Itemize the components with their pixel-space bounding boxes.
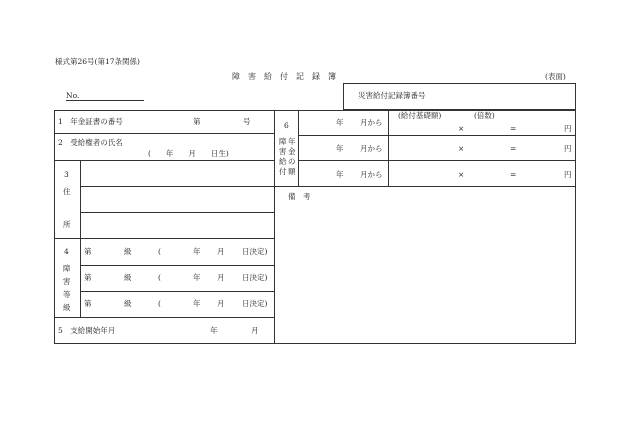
grade-row-tsuki: 月 — [217, 247, 225, 256]
grade-row-nen: 年 — [193, 273, 201, 282]
grade-char-2: 害 — [63, 277, 71, 286]
grade-row-kyu: 級 — [124, 247, 132, 256]
pension-label-col1-1: 障 — [279, 137, 287, 146]
pension-row-times: × — [458, 144, 465, 153]
recipient-birthdate: ( 年 月 日生) — [148, 149, 229, 158]
grade-row-decided: 日決定) — [242, 247, 268, 256]
grade-row-decided: 日決定) — [242, 273, 268, 282]
number-underline — [66, 100, 144, 101]
pension-row-line — [298, 135, 576, 136]
pension-certificate-go: 号 — [243, 117, 251, 126]
base-amount-header: (給付基礎額) — [398, 111, 442, 120]
row-line — [80, 265, 274, 266]
grade-row-paren: ( — [158, 299, 161, 308]
pension-certificate-dai: 第 — [193, 117, 201, 126]
pension-row-from: 月から — [360, 144, 383, 153]
remarks-label: 備 考 — [288, 192, 311, 201]
grade-row-dai: 第 — [84, 247, 92, 256]
grade-char-3: 等 — [63, 290, 71, 299]
grade-row-dai: 第 — [84, 273, 92, 282]
row-line — [54, 317, 274, 318]
pension-label-col2-4: 額 — [288, 167, 296, 176]
pension-row-nen: 年 — [336, 118, 344, 127]
page-title: 障 害 給 付 記 録 簿 — [232, 72, 336, 81]
number-label: No. — [66, 91, 80, 100]
pension-date-divider — [388, 110, 389, 186]
grade-row-tsuki: 月 — [217, 273, 225, 282]
payment-start-tsuki: 月 — [251, 326, 259, 335]
grade-char-1: 障 — [63, 264, 71, 273]
pension-label-col1-4: 付 — [279, 167, 287, 176]
pension-label-col2-1: 年 — [288, 137, 296, 146]
grade-row-kyu: 級 — [124, 299, 132, 308]
pension-certificate-label: 1 年金証書の番号 — [58, 117, 123, 126]
payment-start-label: 5 支給開始年月 — [58, 326, 116, 335]
pension-row-line — [298, 160, 576, 161]
grade-row-dai: 第 — [84, 299, 92, 308]
grade-row-tsuki: 月 — [217, 299, 225, 308]
grade-row-paren: ( — [158, 247, 161, 256]
pension-row-equals: = — [510, 144, 517, 153]
pension-label-col2-2: 金 — [288, 147, 296, 156]
grade-row-nen: 年 — [193, 247, 201, 256]
pension-label-col1-3: 給 — [279, 157, 287, 166]
address-char-1: 住 — [63, 187, 71, 196]
grade-number: 4 — [64, 247, 69, 256]
recipient-name-label: 2 受給権者の氏名 — [58, 138, 123, 147]
row-line — [54, 160, 274, 161]
row-line — [54, 238, 274, 239]
label-column-divider — [80, 160, 81, 317]
pension-row-equals: = — [510, 124, 517, 133]
pension-row-nen: 年 — [336, 170, 344, 179]
payment-start-nen: 年 — [210, 326, 218, 335]
address-number: 3 — [64, 170, 69, 179]
center-divider — [274, 110, 275, 344]
pension-row-times: × — [458, 124, 465, 133]
row-line — [54, 133, 274, 134]
pension-number: 6 — [284, 121, 289, 130]
pension-label-col1-2: 害 — [279, 147, 287, 156]
pension-row-times: × — [458, 170, 465, 179]
pension-label-col2-3: の — [288, 157, 296, 166]
disaster-register-label: 災害給付記録簿番号 — [358, 91, 426, 100]
grade-char-4: 級 — [63, 303, 71, 312]
pension-row-from: 月から — [360, 118, 383, 127]
grade-row-nen: 年 — [193, 299, 201, 308]
pension-section-bottom — [274, 186, 576, 187]
side-label: (表面) — [545, 72, 566, 81]
address-char-2: 所 — [63, 220, 71, 229]
multiplier-header: (倍数) — [474, 111, 495, 120]
row-line — [80, 212, 274, 213]
pension-row-yen: 円 — [564, 124, 572, 133]
pension-row-from: 月から — [360, 170, 383, 179]
pension-row-nen: 年 — [336, 144, 344, 153]
pension-row-equals: = — [510, 170, 517, 179]
pension-row-yen: 円 — [564, 144, 572, 153]
pension-row-yen: 円 — [564, 170, 572, 179]
form-number: 様式第26号(第17条関係) — [55, 57, 140, 66]
pension-label-divider — [298, 110, 299, 186]
grade-row-decided: 日決定) — [242, 299, 268, 308]
row-line — [80, 291, 274, 292]
record-table — [54, 110, 576, 344]
row-line — [80, 186, 274, 187]
grade-row-kyu: 級 — [124, 273, 132, 282]
grade-row-paren: ( — [158, 273, 161, 282]
